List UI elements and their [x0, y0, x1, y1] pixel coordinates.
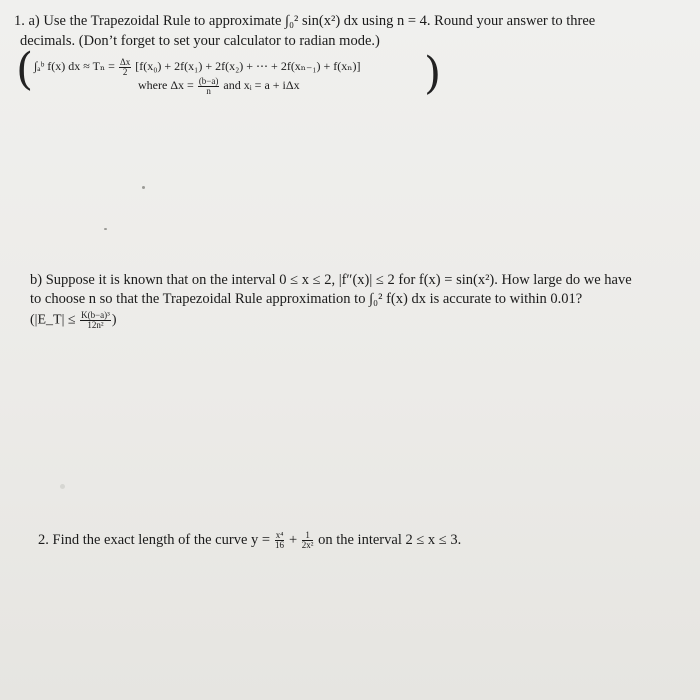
error-paren-close: ) — [111, 312, 117, 328]
formula-frac-den: 2 — [122, 66, 128, 77]
curve-frac-1-num: x⁴ — [275, 530, 284, 541]
problem-2-line — [38, 531, 461, 550]
error-frac — [80, 311, 111, 330]
formula-rhs: [f(x₀) + 2f(x₁) + 2f(x₂) + ⋯ + 2f(xₙ₋₁) + f(xₙ)] — [135, 59, 361, 73]
problem-1b-line-2: to choose n so that the Trapezoidal Rule approximation to ∫₀² f(x) dx is accurate to within 0.01? — [30, 291, 583, 307]
curve-frac-2-num: 1 — [302, 531, 314, 541]
error-bound-formula — [30, 311, 117, 330]
problem-2-prefix: 2. Find the exact length of the curve y = — [38, 532, 271, 548]
where-frac-num: (b−a) — [198, 75, 219, 86]
formula-lhs: ∫ₐᵇ f(x) dx ≈ Tₙ = — [34, 59, 115, 73]
error-paren-open: ( — [30, 312, 35, 328]
where-frac — [198, 77, 220, 96]
where-frac-den: n — [206, 85, 211, 96]
curve-frac-2-den: 2x² — [301, 540, 314, 551]
right-paren: ) — [424, 48, 442, 99]
problem-1b-line-1: b) Suppose it is known that on the interval 0 ≤ x ≤ 2, |f″(x)| ≤ 2 for f(x) = sin(x²). How large do we have — [30, 272, 632, 288]
trapezoid-formula — [34, 57, 360, 77]
curve-frac-1-den: 16 — [275, 540, 284, 551]
paper-speck — [142, 186, 145, 189]
paper-speck — [60, 484, 65, 489]
problem-1a-line-2: decimals. (Don’t forget to set your calculator to radian mode.) — [20, 33, 380, 49]
error-frac-den: 12n² — [87, 320, 104, 330]
where-suffix: and xᵢ = a + iΔx — [223, 78, 300, 92]
curve-plus: + — [288, 532, 298, 548]
error-frac-num: K(b−a)³ — [81, 310, 110, 320]
curve-frac-2 — [302, 531, 314, 550]
paper-speck — [104, 228, 107, 230]
left-paren: ( — [16, 44, 34, 95]
where-prefix: where Δx = — [138, 78, 194, 92]
error-lhs: |E_T| ≤ — [34, 312, 76, 328]
delta-x-definition — [138, 76, 300, 96]
formula-frac-num: Δx — [119, 56, 131, 67]
formula-frac — [119, 58, 131, 77]
problem-1a-line-1: 1. a) Use the Trapezoidal Rule to approximate ∫₀² sin(x²) dx using n = 4. Round your answer to three — [14, 13, 596, 29]
curve-frac-1 — [275, 531, 285, 550]
problem-2-suffix: on the interval 2 ≤ x ≤ 3. — [318, 532, 462, 548]
